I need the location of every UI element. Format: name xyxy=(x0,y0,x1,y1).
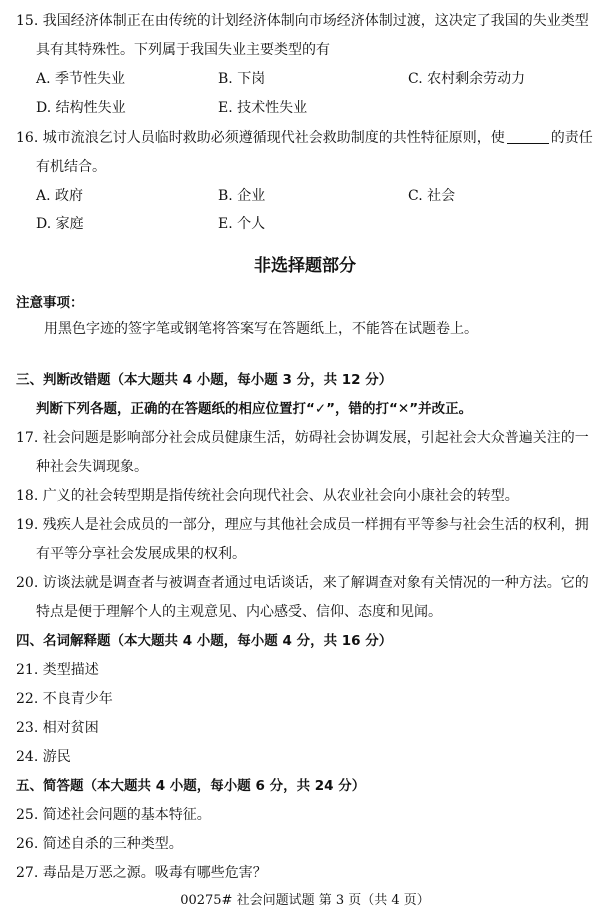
section3-title: 三、判断改错题（本大题共 4 小题，每小题 3 分，共 12 分） xyxy=(16,372,393,388)
q24: 24. 游民 xyxy=(16,749,71,765)
section3-instruction: 判断下列各题，正确的在答题纸的相应位置打“✓”，错的打“✕”并改正。 xyxy=(36,401,473,417)
q16-line1 xyxy=(16,129,593,147)
q15-option-c: C. 农村剩余劳动力 xyxy=(408,71,526,87)
page-footer: 00275# 社会问题试题 第 3 页（共 4 页） xyxy=(180,893,430,908)
q20-line2: 特点是便于理解个人的主观意见、内心感受、信仰、态度和见闻。 xyxy=(36,604,442,620)
q16-option-d: D. 家庭 xyxy=(36,216,84,232)
q15-option-e: E. 技术性失业 xyxy=(218,100,308,116)
section4-title: 四、名词解释题（本大题共 4 小题，每小题 4 分，共 16 分） xyxy=(16,633,393,649)
q16-option-a: A. 政府 xyxy=(36,188,84,204)
q22: 22. 不良青少年 xyxy=(16,691,113,707)
q18-line1: 18. 广义的社会转型期是指传统社会向现代社会、从农业社会向小康社会的转型。 xyxy=(16,488,519,504)
q15-option-d: D. 结构性失业 xyxy=(36,100,126,116)
q16-option-e: E. 个人 xyxy=(218,216,266,232)
q16-line1-end: 的责任 xyxy=(550,130,593,146)
part-title: 非选择题部分 xyxy=(254,256,356,276)
q16-line1-start: 16. 城市流浪乞讨人员临时救助必须遵循现代社会救助制度的共性特征原则，使 xyxy=(16,130,505,146)
q17-line1: 17. 社会问题是影响部分社会成员健康生活，妨碍社会协调发展，引起社会大众普遍关注的一 xyxy=(16,430,589,446)
q19-line2: 有平等分享社会发展成果的权利。 xyxy=(36,546,246,562)
q15-option-b: B. 下岗 xyxy=(218,71,266,87)
section5-title: 五、简答题（本大题共 4 小题，每小题 6 分，共 24 分） xyxy=(16,778,366,794)
answer-blank xyxy=(507,129,549,144)
q16-line2: 有机结合。 xyxy=(36,159,106,175)
q20-line1: 20. 访谈法就是调查者与被调查者通过电话谈话，来了解调查对象有关情况的一种方法。它的 xyxy=(16,575,589,591)
q21: 21. 类型描述 xyxy=(16,662,99,678)
q16-option-c: C. 社会 xyxy=(408,188,456,204)
q27: 27. 毒品是万恶之源。吸毒有哪些危害？ xyxy=(16,865,267,881)
q16-option-b: B. 企业 xyxy=(218,188,266,204)
notice-text: 用黑色字迹的签字笔或钢笔将答案写在答题纸上，不能答在试题卷上。 xyxy=(44,321,478,337)
notice-title: 注意事项： xyxy=(16,295,84,311)
q15-line2: 具有其特殊性。下列属于我国失业主要类型的有 xyxy=(36,42,330,58)
q25: 25. 简述社会问题的基本特征。 xyxy=(16,807,211,823)
q23: 23. 相对贫困 xyxy=(16,720,99,736)
q17-line2: 种社会失调现象。 xyxy=(36,459,148,475)
q15-option-a: A. 季节性失业 xyxy=(36,71,126,87)
q26: 26. 简述自杀的三种类型。 xyxy=(16,836,183,852)
q19-line1: 19. 残疾人是社会成员的一部分，理应与其他社会成员一样拥有平等参与社会生活的权利，拥 xyxy=(16,517,589,533)
q15-line1: 15. 我国经济体制正在由传统的计划经济体制向市场经济体制过渡，这决定了我国的失业类型 xyxy=(16,13,589,29)
